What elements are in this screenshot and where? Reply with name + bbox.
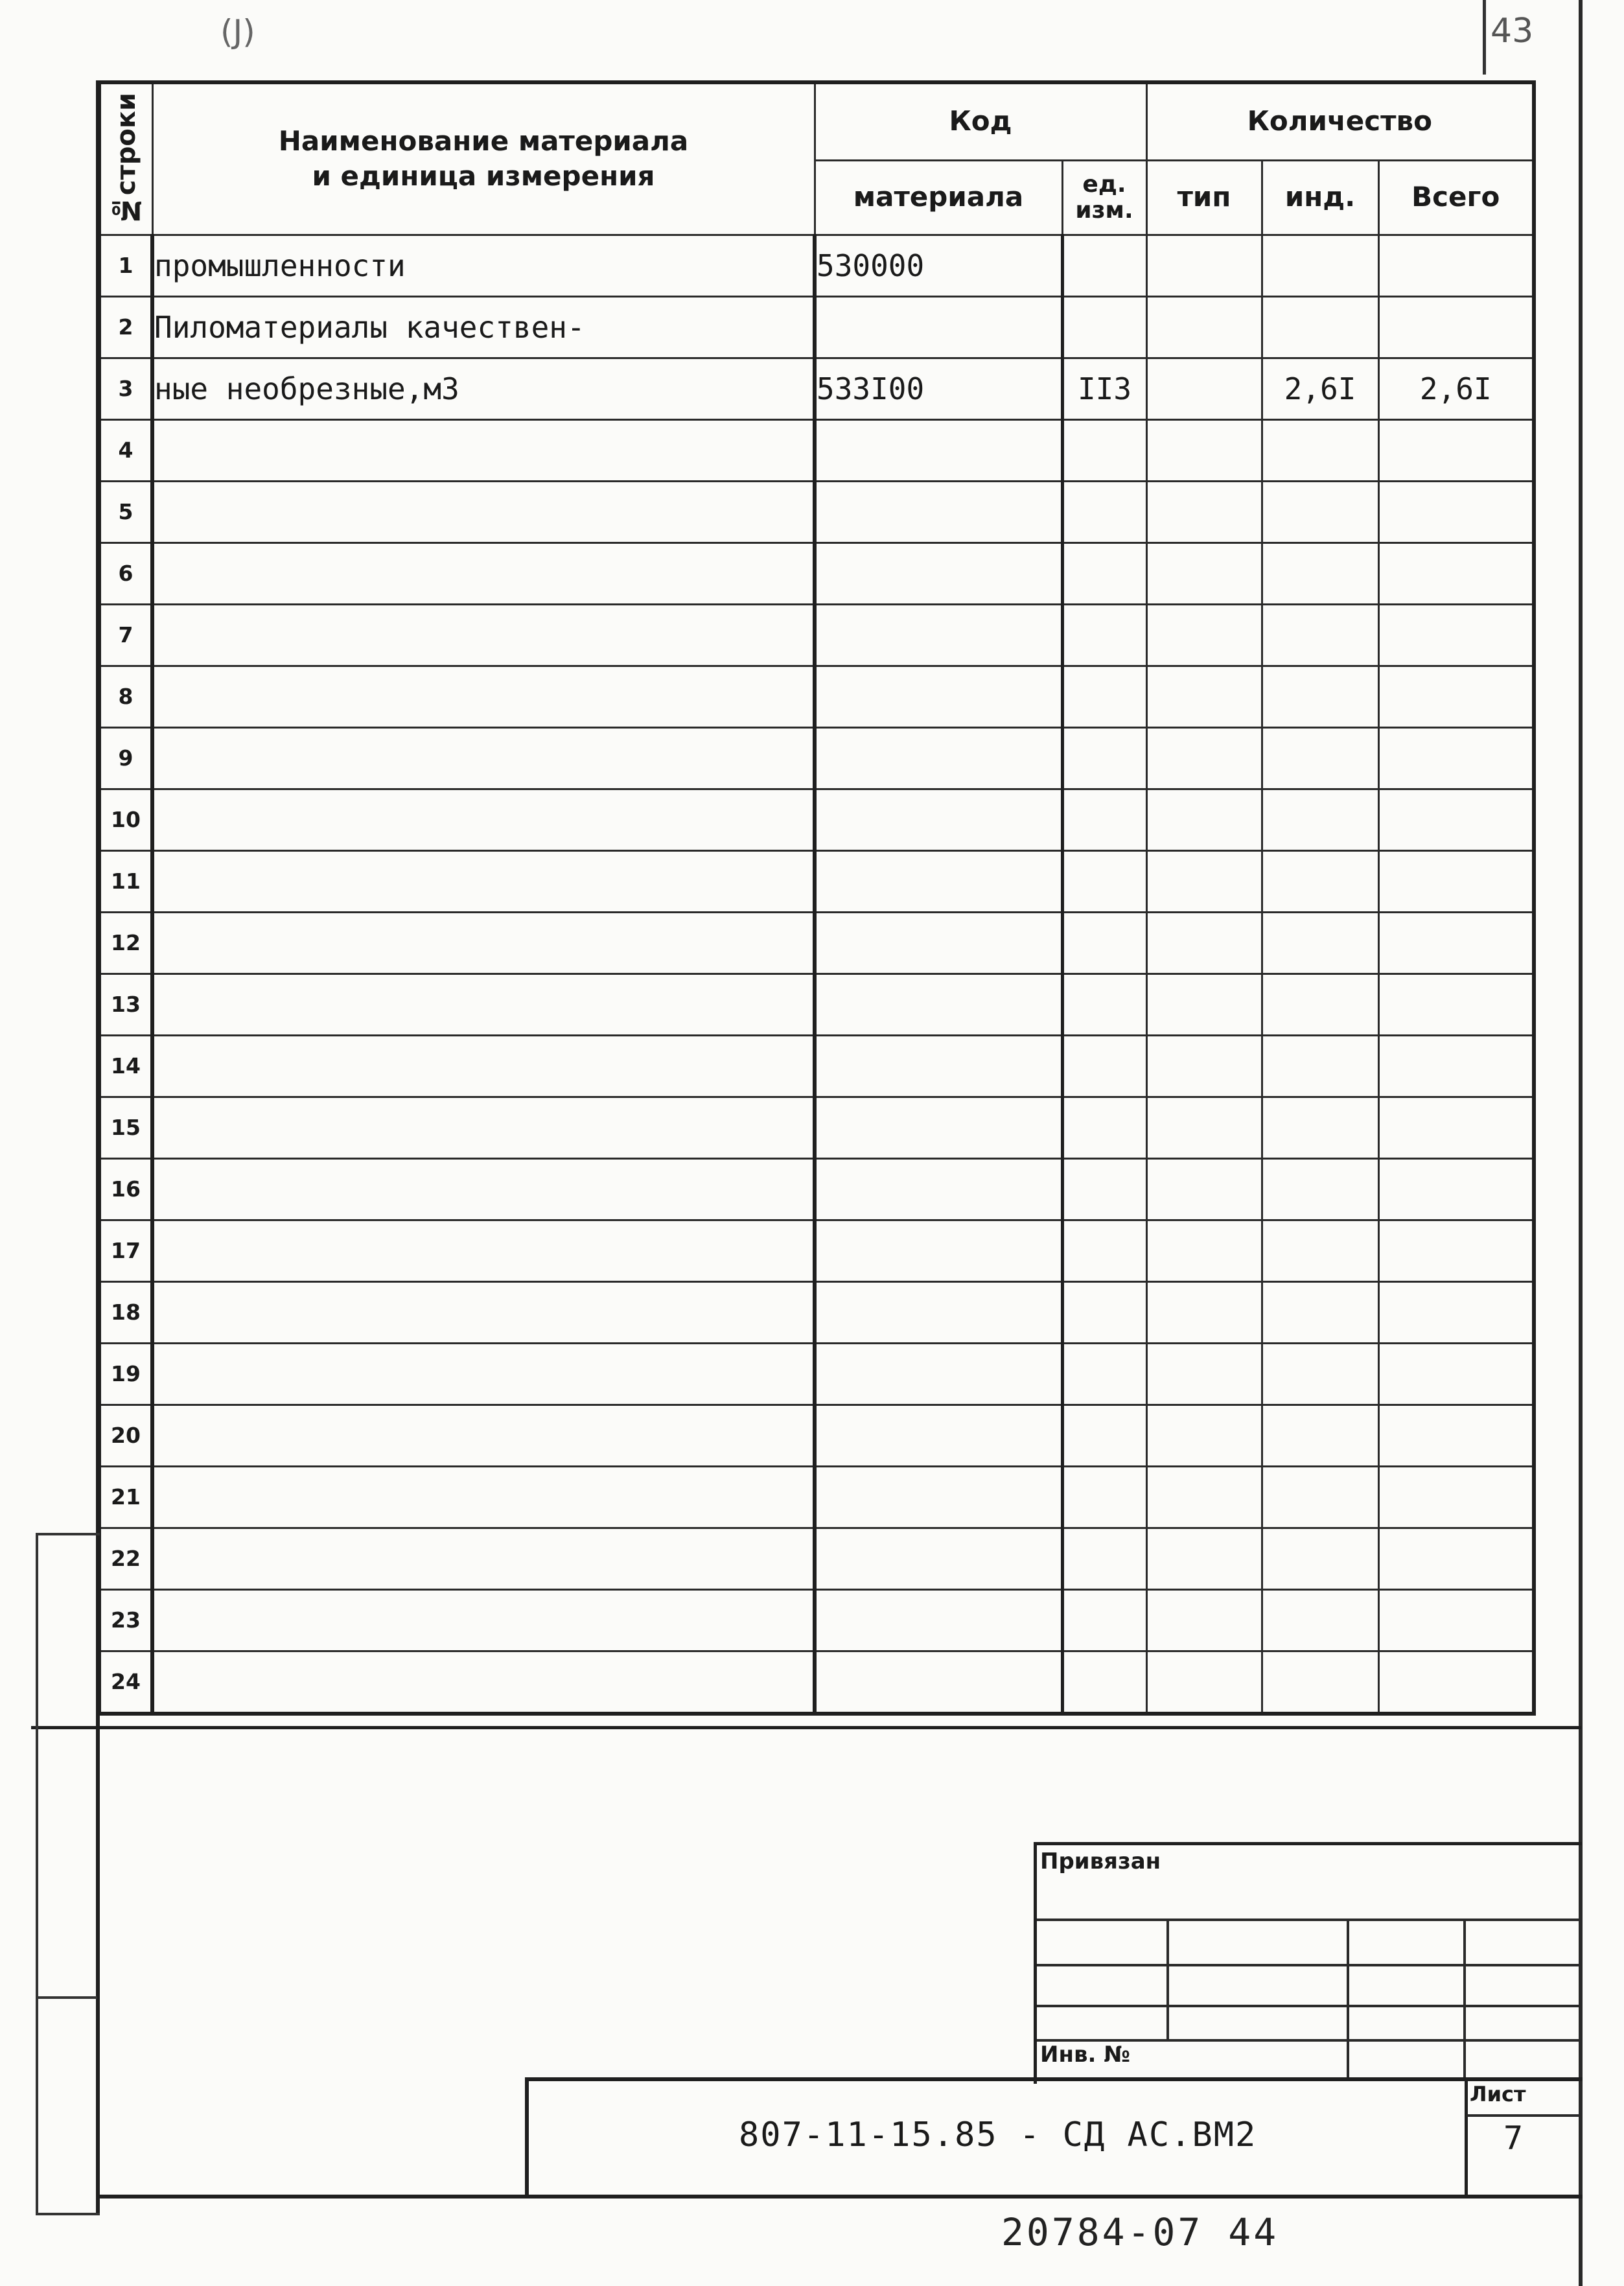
material-code-cell: 533I00: [815, 358, 1062, 419]
qty-total-cell: [1378, 419, 1534, 481]
header-qty-type: тип: [1146, 160, 1262, 235]
header-material-code: материала: [815, 160, 1062, 235]
material-name-cell: [152, 1589, 815, 1651]
qty-type-cell: [1146, 1405, 1262, 1466]
stamp-line: [1463, 1919, 1466, 2081]
material-name-cell: промышленности: [152, 235, 815, 296]
material-name-cell: [152, 727, 815, 789]
qty-total-cell: [1378, 1466, 1534, 1528]
qty-total-cell: [1378, 974, 1534, 1035]
material-code-cell: [815, 1097, 1062, 1158]
qty-total-cell: [1378, 542, 1534, 604]
qty-ind-cell: [1262, 481, 1378, 542]
unit-code-cell: [1062, 1281, 1146, 1343]
row-number: 1: [99, 235, 152, 296]
table-row: [99, 358, 1534, 419]
unit-code-cell: [1062, 850, 1146, 912]
row-number: 20: [99, 1405, 152, 1466]
qty-total-cell: [1378, 1651, 1534, 1714]
qty-ind-cell: [1262, 727, 1378, 789]
unit-code-cell: [1062, 1220, 1146, 1281]
material-name-cell: [152, 1035, 815, 1097]
table-row: [99, 666, 1534, 727]
qty-type-cell: [1146, 1035, 1262, 1097]
bound-label: Привязан: [1040, 1849, 1161, 1874]
qty-ind-cell: [1262, 912, 1378, 974]
table-row: [99, 1405, 1534, 1466]
page-number: 43: [1491, 12, 1534, 51]
corner-tick: [1483, 0, 1486, 75]
stamp-line: [1037, 1964, 1579, 1966]
qty-type-cell: [1146, 912, 1262, 974]
qty-ind-cell: [1262, 1528, 1378, 1589]
material-code-cell: [815, 727, 1062, 789]
qty-ind-cell: [1262, 850, 1378, 912]
table-row: [99, 1281, 1534, 1343]
qty-type-cell: [1146, 542, 1262, 604]
table-row: [99, 912, 1534, 974]
document-code: 807-11-15.85 - СД АС.ВМ2: [739, 2116, 1257, 2154]
table-row: [99, 1035, 1534, 1097]
stamp-line: [1347, 1919, 1349, 2081]
qty-ind-cell: [1262, 235, 1378, 296]
unit-code-cell: [1062, 1343, 1146, 1405]
table-row: [99, 850, 1534, 912]
material-code-cell: [815, 604, 1062, 666]
material-code-cell: [815, 296, 1062, 358]
material-name-cell: [152, 1097, 815, 1158]
unit-code-cell: [1062, 1589, 1146, 1651]
material-name-cell: ные необрезные,м3: [152, 358, 815, 419]
material-name-cell: [152, 1466, 815, 1528]
unit-code-cell: [1062, 1035, 1146, 1097]
material-code-cell: [815, 1405, 1062, 1466]
unit-code-cell: [1062, 1466, 1146, 1528]
table-row: [99, 1651, 1534, 1714]
stamp-line: [1037, 2005, 1579, 2007]
qty-type-cell: [1146, 1220, 1262, 1281]
qty-type-cell: [1146, 296, 1262, 358]
unit-code-cell: [1062, 1097, 1146, 1158]
qty-ind-cell: [1262, 1097, 1378, 1158]
header-unit-code: ед. изм.: [1062, 160, 1146, 235]
qty-total-cell: [1378, 727, 1534, 789]
material-name-cell: Пиломатериалы качествен-: [152, 296, 815, 358]
qty-type-cell: [1146, 789, 1262, 850]
qty-type-cell: [1146, 235, 1262, 296]
material-name-cell: [152, 1281, 815, 1343]
unit-code-cell: [1062, 974, 1146, 1035]
material-code-cell: [815, 1281, 1062, 1343]
qty-type-cell: [1146, 1158, 1262, 1220]
qty-total-cell: [1378, 481, 1534, 542]
sheet-divider: [1467, 2114, 1579, 2117]
qty-total-cell: [1378, 850, 1534, 912]
unit-code-cell: [1062, 912, 1146, 974]
qty-ind-cell: [1262, 296, 1378, 358]
material-code-cell: [815, 1589, 1062, 1651]
qty-total-cell: [1378, 235, 1534, 296]
table-row: [99, 1158, 1534, 1220]
material-name-cell: [152, 666, 815, 727]
row-number: 21: [99, 1466, 152, 1528]
qty-ind-cell: [1262, 542, 1378, 604]
qty-total-cell: [1378, 789, 1534, 850]
unit-code-cell: [1062, 235, 1146, 296]
sheet-number: 7: [1503, 2119, 1524, 2157]
unit-code-cell: [1062, 1158, 1146, 1220]
qty-total-cell: [1378, 1343, 1534, 1405]
row-number: 6: [99, 542, 152, 604]
row-number: 11: [99, 850, 152, 912]
qty-ind-cell: [1262, 1343, 1378, 1405]
material-code-cell: [815, 850, 1062, 912]
header-name-line2: и единица измерения: [312, 160, 655, 192]
qty-total-cell: [1378, 912, 1534, 974]
table-row: [99, 1589, 1534, 1651]
qty-ind-cell: [1262, 1220, 1378, 1281]
qty-total-cell: [1378, 666, 1534, 727]
unit-code-cell: [1062, 604, 1146, 666]
header-name-line1: Наименование материала: [278, 124, 689, 157]
qty-type-cell: [1146, 1097, 1262, 1158]
material-code-cell: [815, 1035, 1062, 1097]
table-row: [99, 1097, 1534, 1158]
table-row: [99, 1343, 1534, 1405]
stamp-line: [1037, 1919, 1579, 1921]
row-number: 24: [99, 1651, 152, 1714]
unit-code-cell: [1062, 419, 1146, 481]
margin-divider: [36, 1996, 97, 1999]
materials-table: [97, 80, 1536, 1716]
qty-ind-cell: [1262, 604, 1378, 666]
row-number: 7: [99, 604, 152, 666]
unit-code-cell: [1062, 1528, 1146, 1589]
row-number: 17: [99, 1220, 152, 1281]
material-code-cell: [815, 481, 1062, 542]
row-number: 10: [99, 789, 152, 850]
unit-code-cell: [1062, 727, 1146, 789]
header-code-group: Код: [815, 82, 1146, 160]
qty-ind-cell: 2,6I: [1262, 358, 1378, 419]
material-name-cell: [152, 419, 815, 481]
table-row: [99, 1528, 1534, 1589]
qty-type-cell: [1146, 481, 1262, 542]
inventory-label: Инв. №: [1040, 2042, 1131, 2068]
table-row: [99, 419, 1534, 481]
qty-type-cell: [1146, 1343, 1262, 1405]
material-code-cell: [815, 789, 1062, 850]
table-row: [99, 1220, 1534, 1281]
unit-code-cell: [1062, 789, 1146, 850]
qty-ind-cell: [1262, 1589, 1378, 1651]
material-code-cell: [815, 666, 1062, 727]
row-number: 12: [99, 912, 152, 974]
unit-code-cell: [1062, 296, 1146, 358]
material-name-cell: [152, 1343, 815, 1405]
row-number: 3: [99, 358, 152, 419]
qty-type-cell: [1146, 1651, 1262, 1714]
lower-frame-divider: [31, 1726, 1581, 1729]
material-name-cell: [152, 1220, 815, 1281]
header-row-no-label: №строки: [111, 93, 141, 226]
qty-total-cell: [1378, 1158, 1534, 1220]
material-name-cell: [152, 1528, 815, 1589]
qty-total-cell: [1378, 604, 1534, 666]
material-code-cell: [815, 419, 1062, 481]
header-qty-total: Всего: [1378, 160, 1534, 235]
material-name-cell: [152, 1651, 815, 1714]
qty-ind-cell: [1262, 1158, 1378, 1220]
qty-type-cell: [1146, 604, 1262, 666]
row-number: 23: [99, 1589, 152, 1651]
material-name-cell: [152, 789, 815, 850]
table-row: [99, 235, 1534, 296]
qty-type-cell: [1146, 727, 1262, 789]
qty-ind-cell: [1262, 419, 1378, 481]
qty-type-cell: [1146, 1281, 1262, 1343]
material-name-cell: [152, 912, 815, 974]
table-row: [99, 481, 1534, 542]
material-code-cell: [815, 542, 1062, 604]
qty-type-cell: [1146, 1528, 1262, 1589]
header-row-1: [99, 82, 1534, 160]
table-row: [99, 604, 1534, 666]
qty-type-cell: [1146, 1466, 1262, 1528]
corner-mark: (J): [220, 13, 255, 51]
qty-ind-cell: [1262, 1405, 1378, 1466]
qty-total-cell: [1378, 296, 1534, 358]
table-row: [99, 727, 1534, 789]
unit-code-cell: [1062, 1405, 1146, 1466]
qty-total-cell: [1378, 1281, 1534, 1343]
material-code-cell: [815, 1343, 1062, 1405]
row-number: 8: [99, 666, 152, 727]
material-name-cell: [152, 542, 815, 604]
qty-total-cell: 2,6I: [1378, 358, 1534, 419]
table-row: [99, 974, 1534, 1035]
unit-code-cell: II3: [1062, 358, 1146, 419]
qty-ind-cell: [1262, 789, 1378, 850]
material-name-cell: [152, 481, 815, 542]
qty-total-cell: [1378, 1220, 1534, 1281]
row-number: 19: [99, 1343, 152, 1405]
qty-ind-cell: [1262, 974, 1378, 1035]
unit-code-cell: [1062, 666, 1146, 727]
archive-number: 20784-07 44: [1001, 2210, 1279, 2254]
stamp-line: [1166, 1919, 1169, 2039]
row-number: 16: [99, 1158, 152, 1220]
qty-type-cell: [1146, 850, 1262, 912]
unit-code-cell: [1062, 481, 1146, 542]
material-code-cell: 530000: [815, 235, 1062, 296]
qty-total-cell: [1378, 1528, 1534, 1589]
material-code-cell: [815, 912, 1062, 974]
qty-ind-cell: [1262, 1281, 1378, 1343]
qty-type-cell: [1146, 419, 1262, 481]
material-code-cell: [815, 1651, 1062, 1714]
header-row-no: [99, 82, 152, 235]
sheet-label: Лист: [1470, 2082, 1526, 2106]
qty-ind-cell: [1262, 666, 1378, 727]
qty-type-cell: [1146, 974, 1262, 1035]
table-row: [99, 789, 1534, 850]
header-qty-group: Количество: [1146, 82, 1534, 160]
qty-type-cell: [1146, 358, 1262, 419]
qty-ind-cell: [1262, 1466, 1378, 1528]
row-number: 18: [99, 1281, 152, 1343]
material-code-cell: [815, 1528, 1062, 1589]
row-number: 2: [99, 296, 152, 358]
qty-total-cell: [1378, 1405, 1534, 1466]
unit-code-cell: [1062, 542, 1146, 604]
row-number: 13: [99, 974, 152, 1035]
material-name-cell: [152, 974, 815, 1035]
row-number: 14: [99, 1035, 152, 1097]
table-body: [99, 235, 1534, 1714]
row-number: 4: [99, 419, 152, 481]
header-qty-ind: инд.: [1262, 160, 1378, 235]
row-number: 22: [99, 1528, 152, 1589]
table-row: [99, 1466, 1534, 1528]
margin-box: [36, 1533, 100, 2215]
material-name-cell: [152, 604, 815, 666]
table-row: [99, 542, 1534, 604]
qty-type-cell: [1146, 1589, 1262, 1651]
material-name-cell: [152, 850, 815, 912]
row-number: 9: [99, 727, 152, 789]
qty-total-cell: [1378, 1035, 1534, 1097]
row-number: 5: [99, 481, 152, 542]
material-name-cell: [152, 1405, 815, 1466]
qty-total-cell: [1378, 1097, 1534, 1158]
material-code-cell: [815, 1158, 1062, 1220]
row-number: 15: [99, 1097, 152, 1158]
table-row: [99, 296, 1534, 358]
material-name-cell: [152, 1158, 815, 1220]
material-code-cell: [815, 1220, 1062, 1281]
qty-total-cell: [1378, 1589, 1534, 1651]
material-code-cell: [815, 1466, 1062, 1528]
header-name: [152, 82, 815, 235]
material-code-cell: [815, 974, 1062, 1035]
qty-ind-cell: [1262, 1035, 1378, 1097]
qty-type-cell: [1146, 666, 1262, 727]
qty-ind-cell: [1262, 1651, 1378, 1714]
unit-code-cell: [1062, 1651, 1146, 1714]
